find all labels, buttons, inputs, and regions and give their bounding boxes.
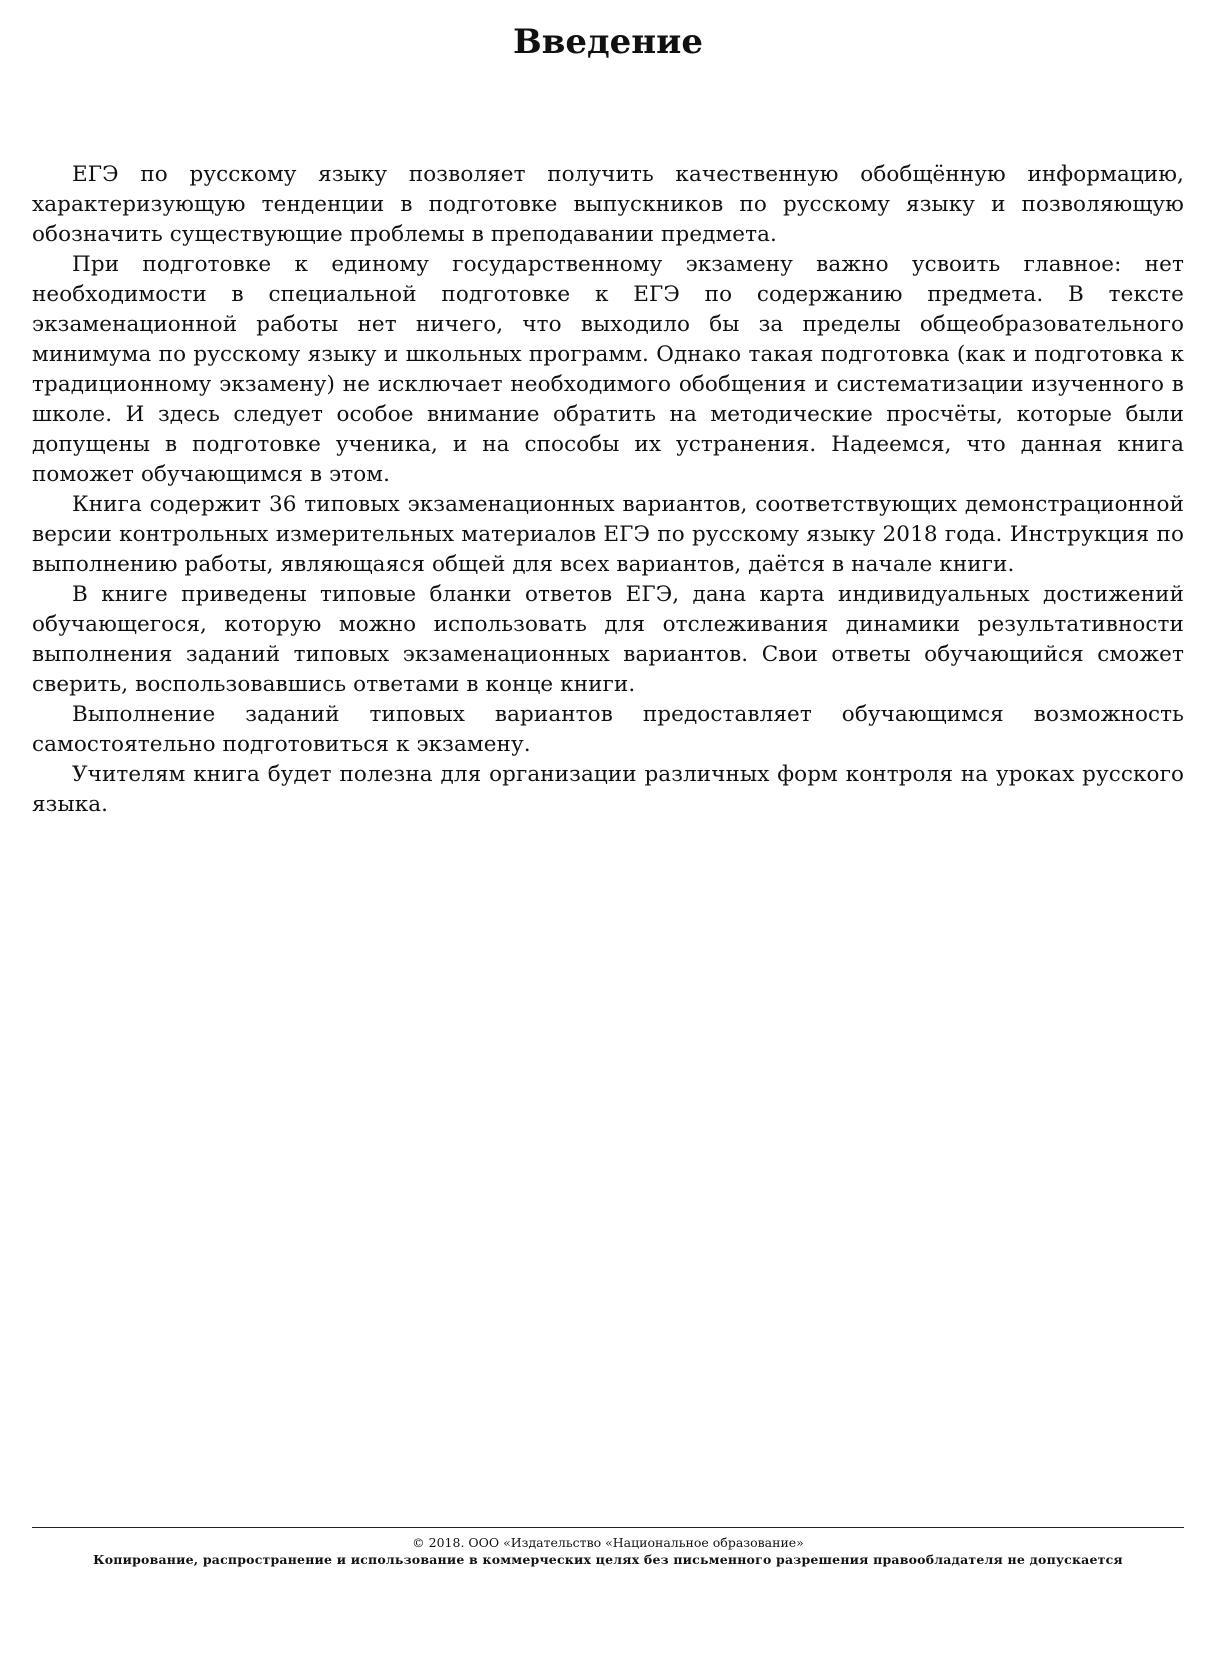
paragraph: При подготовке к единому государственному экзамену важно усвоить главное: нет необходимости в специальной подготовке к ЕГЭ по содержанию предмета. В тексте экзаменационной работы нет ничего, что выходило бы за пределы общеобразовательного минимума по русскому языку и школьных программ. Однако такая подготовка (как и подготовка к традиционному экзамену) не исключает необходимого обобщения и систематизации изученного в школе. И здесь следует особое внимание обратить на методические просчёты, которые были допущены в подготовке ученика, и на способы их устранения. Надеемся, что данная книга поможет обучающимся в этом. (32, 252, 1184, 487)
footer-notice: Копирование, распространение и использование в коммерческих целях без письменного разрешения правообладателя не допускается (93, 1552, 1123, 1567)
footer-copyright: © 2018. ООО «Издательство «Национальное образование» (412, 1535, 804, 1550)
paragraph: В книге приведены типовые бланки ответов ЕГЭ, дана карта индивидуальных достижений обучающегося, которую можно использовать для отслеживания динамики результативности выполнения заданий типовых экзаменационных вариантов. Свои ответы обучающийся сможет сверить, воспользовавшись ответами в конце книги. (32, 582, 1184, 697)
body-text (32, 160, 1184, 820)
paragraph: Выполнение заданий типовых вариантов предоставляет обучающимся возможность самостоятельно подготовиться к экзамену. (32, 702, 1184, 757)
page-footer (32, 1527, 1184, 1568)
page-title: Введение (512, 22, 704, 62)
paragraph: ЕГЭ по русскому языку позволяет получить качественную обобщённую информацию, характеризующую тенденции в подготовке выпускников по русскому языку и позволяющую обозначить существующие проблемы в преподавании предмета. (32, 162, 1184, 247)
paragraph: Книга содержит 36 типовых экзаменационных вариантов, соответствующих демонстрационной версии контрольных измерительных материалов ЕГЭ по русскому языку 2018 года. Инструкция по выполнению работы, являющаяся общей для всех вариантов, даётся в начале книги. (32, 492, 1184, 577)
paragraph: Учителям книга будет полезна для организации различных форм контроля на уроках русского языка. (32, 762, 1184, 817)
